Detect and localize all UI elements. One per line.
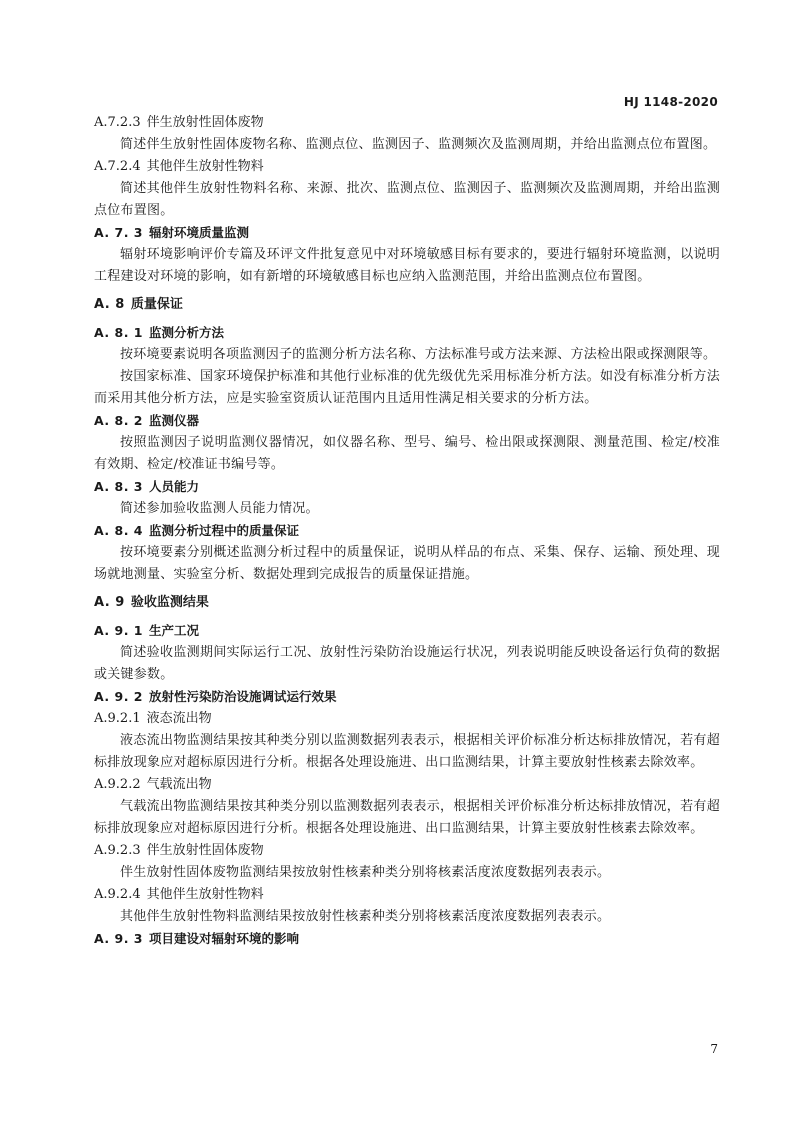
heading-title: 液态流出物 — [146, 711, 212, 726]
paragraph: 简述伴生放射性固体废物名称、监测点位、监测因子、监测频次及监测周期，并给出监测点位布置图。 — [120, 137, 717, 152]
heading-title: 其他伴生放射性物料 — [146, 159, 264, 174]
paragraph: 气载流出物监测结果按其种类分别以监测数据列表表示，根据相关评价标准分析达标排放情况，若有超标排放现象应对超标原因进行分析。根据各处理设施进、出口监测结果，计算主要放射性核素去除效率。 — [94, 799, 720, 836]
heading-number: A. 8 — [94, 297, 125, 312]
heading-number: A. 9. 2 — [94, 689, 144, 704]
subsection-heading — [94, 476, 720, 498]
subsection-heading — [94, 322, 720, 344]
heading-number: A. 8. 3 — [94, 479, 144, 494]
heading-number: A. 8. 2 — [94, 413, 144, 428]
heading-number: A.7.2.3 — [94, 115, 141, 130]
subsection-heading — [94, 222, 720, 244]
page-number: 7 — [710, 1042, 718, 1056]
section-heading — [94, 294, 720, 316]
heading-number: A.7.2.4 — [94, 159, 141, 174]
paragraph: 其他伴生放射性物料监测结果按放射性核素种类分别将核素活度浓度数据列表表示。 — [120, 909, 611, 924]
heading-title: 伴生放射性固体废物 — [146, 115, 264, 130]
paragraph: 简述参加验收监测人员能力情况。 — [120, 501, 319, 516]
heading-number: A.9.2.3 — [94, 843, 141, 858]
heading-title: 生产工况 — [149, 623, 200, 638]
heading-title: 监测分析过程中的质量保证 — [149, 523, 300, 538]
clause-heading — [94, 708, 720, 730]
heading-title: 质量保证 — [130, 297, 183, 312]
paragraph: 按国家标准、国家环境保护标准和其他行业标准的优先级优先采用标准分析方法。如没有标准分析方法而采用其他分析方法，应是实验室资质认证范围内且适用性满足相关要求的分析方法。 — [94, 369, 720, 406]
clause-heading — [94, 884, 720, 906]
heading-number: A. 9. 3 — [94, 931, 144, 946]
heading-title: 人员能力 — [149, 479, 200, 494]
heading-number: A. 7. 3 — [94, 225, 144, 240]
subsection-heading — [94, 928, 720, 950]
heading-number: A.9.2.1 — [94, 711, 141, 726]
subsection-heading — [94, 410, 720, 432]
clause-heading — [94, 774, 720, 796]
document-code: HJ 1148-2020 — [623, 95, 718, 109]
clause-heading — [94, 112, 720, 134]
heading-title: 伴生放射性固体废物 — [146, 843, 264, 858]
heading-number: A. 9 — [94, 595, 125, 610]
heading-number: A.9.2.2 — [94, 777, 141, 792]
heading-title: 放射性污染防治设施调试运行效果 — [149, 689, 337, 704]
heading-number: A. 9. 1 — [94, 623, 144, 638]
subsection-heading — [94, 686, 720, 708]
clause-heading — [94, 156, 720, 178]
paragraph: 按环境要素说明各项监测因子的监测分析方法名称、方法标准号或方法来源、方法检出限或探测限等。 — [120, 347, 717, 362]
paragraph: 简述验收监测期间实际运行工况、放射性污染防治设施运行状况，列表说明能反映设备运行负荷的数据或关键参数。 — [94, 645, 720, 682]
heading-number: A.9.2.4 — [94, 887, 141, 902]
section-heading — [94, 592, 720, 614]
paragraph: 按照监测因子说明监测仪器情况，如仪器名称、型号、编号、检出限或探测限、测量范围、检定/校准有效期、检定/校准证书编号等。 — [94, 435, 720, 472]
heading-title: 监测仪器 — [149, 413, 200, 428]
heading-number: A. 8. 4 — [94, 523, 144, 538]
paragraph: 伴生放射性固体废物监测结果按放射性核素种类分别将核素活度浓度数据列表表示。 — [120, 865, 611, 880]
paragraph: 按环境要素分别概述监测分析过程中的质量保证，说明从样品的布点、采集、保存、运输、预处理、现场就地测量、实验室分析、数据处理到完成报告的质量保证措施。 — [94, 545, 720, 582]
paragraph: 液态流出物监测结果按其种类分别以监测数据列表表示，根据相关评价标准分析达标排放情况，若有超标排放现象应对超标原因进行分析。根据各处理设施进、出口监测结果，计算主要放射性核素去除效率。 — [94, 733, 720, 770]
heading-title: 气载流出物 — [146, 777, 212, 792]
heading-title: 监测分析方法 — [149, 325, 225, 340]
paragraph: 辐射环境影响评价专篇及环评文件批复意见中对环境敏感目标有要求的，要进行辐射环境监测，以说明工程建设对环境的影响，如有新增的环境敏感目标也应纳入监测范围，并给出监测点位布置图。 — [94, 247, 720, 284]
heading-title: 项目建设对辐射环境的影响 — [149, 931, 300, 946]
clause-heading — [94, 840, 720, 862]
document-body — [94, 112, 720, 950]
paragraph: 简述其他伴生放射性物料名称、来源、批次、监测点位、监测因子、监测频次及监测周期，并给出监测点位布置图。 — [94, 181, 720, 218]
heading-title: 验收监测结果 — [130, 595, 209, 610]
heading-number: A. 8. 1 — [94, 325, 144, 340]
subsection-heading — [94, 620, 720, 642]
subsection-heading — [94, 520, 720, 542]
heading-title: 其他伴生放射性物料 — [146, 887, 264, 902]
heading-title: 辐射环境质量监测 — [149, 225, 250, 240]
